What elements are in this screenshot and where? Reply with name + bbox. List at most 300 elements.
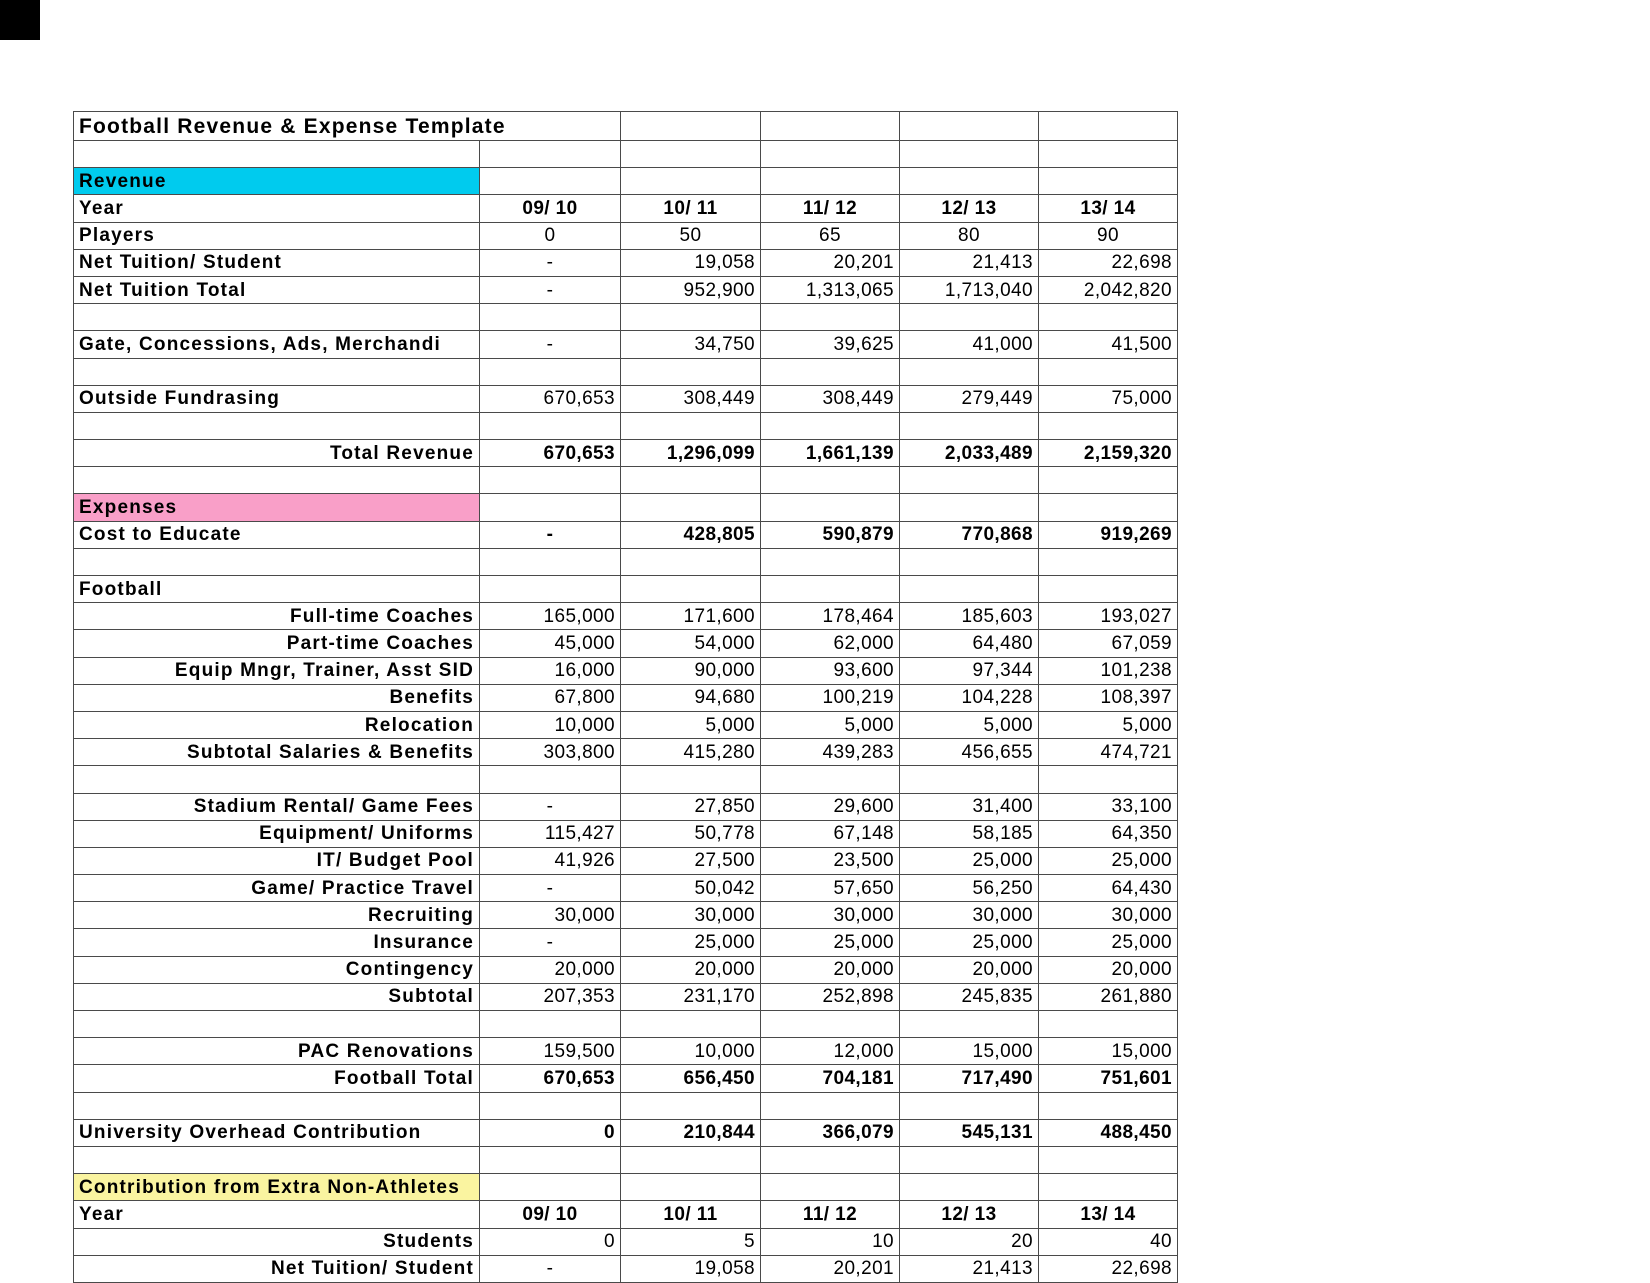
value-cell: 41,000 (900, 331, 1039, 358)
value-cell: 93,600 (761, 657, 900, 684)
value-cell: 0 (480, 1228, 621, 1255)
value-cell (621, 576, 761, 603)
value-cell: 10/ 11 (621, 195, 761, 222)
row-label-cell (74, 141, 480, 168)
value-cell: - (480, 929, 621, 956)
section-header-cell: Contribution from Extra Non-Athletes (74, 1174, 480, 1201)
value-cell: 11/ 12 (761, 1201, 900, 1228)
table-row (74, 1201, 1178, 1228)
value-cell: 30,000 (480, 902, 621, 929)
value-cell (761, 1011, 900, 1038)
value-cell (621, 358, 761, 385)
value-cell: 115,427 (480, 820, 621, 847)
value-cell: 12/ 13 (900, 195, 1039, 222)
value-cell (621, 141, 761, 168)
value-cell: 20,000 (621, 956, 761, 983)
value-cell: 20,201 (761, 249, 900, 276)
value-cell: 64,350 (1039, 820, 1178, 847)
row-label-cell: Subtotal (74, 983, 480, 1010)
value-cell: 670,653 (480, 440, 621, 467)
value-cell: 22,698 (1039, 249, 1178, 276)
value-cell: - (480, 249, 621, 276)
row-label-cell: Equip Mngr, Trainer, Asst SID (74, 657, 480, 684)
table-row (74, 1038, 1178, 1065)
value-cell: 10 (761, 1228, 900, 1255)
value-cell: 33,100 (1039, 793, 1178, 820)
value-cell: 64,430 (1039, 875, 1178, 902)
row-label-cell: Year (74, 1201, 480, 1228)
value-cell: - (480, 875, 621, 902)
value-cell: 2,033,489 (900, 440, 1039, 467)
value-cell: 30,000 (761, 902, 900, 929)
value-cell (761, 1146, 900, 1173)
row-label-cell (74, 1092, 480, 1119)
blank-row (74, 766, 1178, 793)
table-row (74, 440, 1178, 467)
row-label-cell: Full-time Coaches (74, 603, 480, 630)
value-cell: 308,449 (621, 385, 761, 412)
table-row (74, 793, 1178, 820)
value-cell: - (480, 276, 621, 303)
value-cell (1039, 112, 1178, 141)
table-row (74, 222, 1178, 249)
value-cell: 303,800 (480, 739, 621, 766)
value-cell: 75,000 (1039, 385, 1178, 412)
value-cell: 80 (900, 222, 1039, 249)
value-cell (761, 141, 900, 168)
value-cell: 428,805 (621, 521, 761, 548)
value-cell (900, 358, 1039, 385)
value-cell: 25,000 (900, 847, 1039, 874)
value-cell: 5,000 (761, 711, 900, 738)
value-cell: 41,926 (480, 847, 621, 874)
value-cell: 57,650 (761, 875, 900, 902)
blank-row (74, 548, 1178, 575)
value-cell (621, 112, 761, 141)
value-cell (1039, 548, 1178, 575)
value-cell (761, 168, 900, 195)
value-cell: 1,296,099 (621, 440, 761, 467)
value-cell: 10/ 11 (621, 1201, 761, 1228)
value-cell: 21,413 (900, 1255, 1039, 1282)
value-cell: 456,655 (900, 739, 1039, 766)
value-cell: 279,449 (900, 385, 1039, 412)
value-cell (1039, 1011, 1178, 1038)
value-cell (621, 168, 761, 195)
value-cell (480, 467, 621, 494)
value-cell (621, 1092, 761, 1119)
value-cell: 21,413 (900, 249, 1039, 276)
row-label-cell: Football (74, 576, 480, 603)
blank-row (74, 412, 1178, 439)
table-row (74, 168, 1178, 195)
value-cell: 09/ 10 (480, 1201, 621, 1228)
value-cell: 670,653 (480, 385, 621, 412)
value-cell: 25,000 (900, 929, 1039, 956)
value-cell: 30,000 (900, 902, 1039, 929)
row-label-cell: Cost to Educate (74, 521, 480, 548)
value-cell: 770,868 (900, 521, 1039, 548)
value-cell: 100,219 (761, 684, 900, 711)
table-row (74, 902, 1178, 929)
row-label-cell: Insurance (74, 929, 480, 956)
row-label-cell: Relocation (74, 711, 480, 738)
row-label-cell: Students (74, 1228, 480, 1255)
value-cell: 25,000 (761, 929, 900, 956)
value-cell (761, 112, 900, 141)
value-cell (480, 1174, 621, 1201)
table-row (74, 331, 1178, 358)
value-cell (900, 1146, 1039, 1173)
value-cell: 252,898 (761, 983, 900, 1010)
value-cell (480, 141, 621, 168)
row-label-cell: Benefits (74, 684, 480, 711)
table-row (74, 1255, 1178, 1282)
table-row (74, 820, 1178, 847)
table-row (74, 494, 1178, 521)
value-cell (761, 358, 900, 385)
value-cell (621, 304, 761, 331)
value-cell: 952,900 (621, 276, 761, 303)
row-label-cell: Outside Fundrasing (74, 385, 480, 412)
value-cell (1039, 766, 1178, 793)
value-cell: 5 (621, 1228, 761, 1255)
value-cell: 308,449 (761, 385, 900, 412)
value-cell: 20,000 (1039, 956, 1178, 983)
table-row (74, 195, 1178, 222)
value-cell (761, 1174, 900, 1201)
table-row (74, 956, 1178, 983)
value-cell: 25,000 (1039, 929, 1178, 956)
value-cell (900, 168, 1039, 195)
value-cell (900, 112, 1039, 141)
value-cell: 245,835 (900, 983, 1039, 1010)
spreadsheet-sheet (73, 111, 1178, 1283)
table-row (74, 112, 1178, 141)
value-cell: 31,400 (900, 793, 1039, 820)
value-cell: 207,353 (480, 983, 621, 1010)
value-cell (900, 576, 1039, 603)
row-label-cell: PAC Renovations (74, 1038, 480, 1065)
value-cell: 30,000 (621, 902, 761, 929)
value-cell (1039, 1146, 1178, 1173)
value-cell: 171,600 (621, 603, 761, 630)
value-cell (761, 304, 900, 331)
table-row (74, 276, 1178, 303)
value-cell: - (480, 1255, 621, 1282)
value-cell: 704,181 (761, 1065, 900, 1092)
value-cell: 25,000 (621, 929, 761, 956)
value-cell: 90,000 (621, 657, 761, 684)
value-cell: 159,500 (480, 1038, 621, 1065)
value-cell: 15,000 (900, 1038, 1039, 1065)
value-cell (480, 412, 621, 439)
blank-row (74, 1092, 1178, 1119)
value-cell: 488,450 (1039, 1119, 1178, 1146)
row-label-cell: IT/ Budget Pool (74, 847, 480, 874)
row-label-cell: Net Tuition/ Student (74, 249, 480, 276)
value-cell: 231,170 (621, 983, 761, 1010)
value-cell: 09/ 10 (480, 195, 621, 222)
table-row (74, 983, 1178, 1010)
blank-row (74, 1146, 1178, 1173)
value-cell (900, 494, 1039, 521)
value-cell: 439,283 (761, 739, 900, 766)
value-cell: 29,600 (761, 793, 900, 820)
value-cell: 50,042 (621, 875, 761, 902)
value-cell: 90 (1039, 222, 1178, 249)
value-cell: 20,000 (900, 956, 1039, 983)
row-label-cell (74, 1011, 480, 1038)
table-row (74, 739, 1178, 766)
value-cell (480, 576, 621, 603)
row-label-cell: Contingency (74, 956, 480, 983)
value-cell: 415,280 (621, 739, 761, 766)
value-cell (761, 766, 900, 793)
value-cell (1039, 412, 1178, 439)
value-cell: 178,464 (761, 603, 900, 630)
value-cell (761, 467, 900, 494)
row-label-cell: Part-time Coaches (74, 630, 480, 657)
value-cell: 366,079 (761, 1119, 900, 1146)
value-cell: 64,480 (900, 630, 1039, 657)
value-cell: 1,313,065 (761, 276, 900, 303)
value-cell: 20,000 (761, 956, 900, 983)
value-cell (1039, 168, 1178, 195)
value-cell (761, 412, 900, 439)
value-cell (480, 304, 621, 331)
table-row (74, 630, 1178, 657)
value-cell: - (480, 521, 621, 548)
table-row (74, 929, 1178, 956)
value-cell (900, 1174, 1039, 1201)
value-cell (480, 766, 621, 793)
blank-row (74, 141, 1178, 168)
value-cell: 210,844 (621, 1119, 761, 1146)
row-label-cell: Gate, Concessions, Ads, Merchandi (74, 331, 480, 358)
value-cell: 1,661,139 (761, 440, 900, 467)
table-row (74, 1174, 1178, 1201)
value-cell: 20 (900, 1228, 1039, 1255)
value-cell: 104,228 (900, 684, 1039, 711)
blank-row (74, 1011, 1178, 1038)
row-label-cell (74, 1146, 480, 1173)
value-cell: 12,000 (761, 1038, 900, 1065)
value-cell: 5,000 (1039, 711, 1178, 738)
row-label-cell: Game/ Practice Travel (74, 875, 480, 902)
value-cell: 10,000 (621, 1038, 761, 1065)
value-cell (900, 548, 1039, 575)
value-cell: 62,000 (761, 630, 900, 657)
value-cell: 50 (621, 222, 761, 249)
table-body (74, 112, 1178, 1283)
row-label-cell: Stadium Rental/ Game Fees (74, 793, 480, 820)
value-cell: 12/ 13 (900, 1201, 1039, 1228)
value-cell (900, 304, 1039, 331)
value-cell (900, 141, 1039, 168)
row-label-cell: Recruiting (74, 902, 480, 929)
value-cell: 19,058 (621, 249, 761, 276)
value-cell (621, 766, 761, 793)
value-cell: 56,250 (900, 875, 1039, 902)
value-cell: 545,131 (900, 1119, 1039, 1146)
value-cell: 101,238 (1039, 657, 1178, 684)
table-row (74, 875, 1178, 902)
spreadsheet-table (73, 111, 1178, 1283)
table-row (74, 521, 1178, 548)
value-cell: 13/ 14 (1039, 1201, 1178, 1228)
value-cell: 15,000 (1039, 1038, 1178, 1065)
value-cell: 22,698 (1039, 1255, 1178, 1282)
value-cell (480, 1146, 621, 1173)
value-cell (761, 576, 900, 603)
value-cell: 13/ 14 (1039, 195, 1178, 222)
row-label-cell: Net Tuition/ Student (74, 1255, 480, 1282)
row-label-cell (74, 304, 480, 331)
value-cell: 41,500 (1039, 331, 1178, 358)
value-cell (1039, 467, 1178, 494)
row-label-cell: University Overhead Contribution (74, 1119, 480, 1146)
value-cell: 717,490 (900, 1065, 1039, 1092)
value-cell: 108,397 (1039, 684, 1178, 711)
table-row (74, 711, 1178, 738)
value-cell (621, 1174, 761, 1201)
value-cell (621, 412, 761, 439)
value-cell: 0 (480, 1119, 621, 1146)
value-cell (761, 548, 900, 575)
blank-row (74, 467, 1178, 494)
value-cell: 10,000 (480, 711, 621, 738)
value-cell: - (480, 331, 621, 358)
value-cell: 54,000 (621, 630, 761, 657)
section-header-cell: Expenses (74, 494, 480, 521)
row-label-cell: Players (74, 222, 480, 249)
value-cell (761, 1092, 900, 1119)
table-row (74, 576, 1178, 603)
value-cell (1039, 494, 1178, 521)
value-cell: 185,603 (900, 603, 1039, 630)
value-cell: 23,500 (761, 847, 900, 874)
value-cell: 30,000 (1039, 902, 1178, 929)
value-cell: 2,159,320 (1039, 440, 1178, 467)
value-cell: 2,042,820 (1039, 276, 1178, 303)
value-cell (1039, 304, 1178, 331)
value-cell: 27,850 (621, 793, 761, 820)
value-cell: 25,000 (1039, 847, 1178, 874)
value-cell (1039, 576, 1178, 603)
table-row (74, 603, 1178, 630)
value-cell: 474,721 (1039, 739, 1178, 766)
scan-corner-black-square (0, 0, 40, 40)
row-label-cell: Equipment/ Uniforms (74, 820, 480, 847)
value-cell (900, 412, 1039, 439)
value-cell (1039, 1092, 1178, 1119)
value-cell: 656,450 (621, 1065, 761, 1092)
row-label-cell (74, 766, 480, 793)
value-cell: 1,713,040 (900, 276, 1039, 303)
blank-row (74, 304, 1178, 331)
value-cell (621, 1146, 761, 1173)
value-cell (621, 467, 761, 494)
value-cell (761, 494, 900, 521)
row-label-cell: Total Revenue (74, 440, 480, 467)
section-header-cell: Revenue (74, 168, 480, 195)
value-cell: 16,000 (480, 657, 621, 684)
value-cell: 11/ 12 (761, 195, 900, 222)
row-label-cell: Subtotal Salaries & Benefits (74, 739, 480, 766)
row-label-cell: Football Total (74, 1065, 480, 1092)
table-row (74, 1065, 1178, 1092)
table-row (74, 847, 1178, 874)
value-cell (900, 467, 1039, 494)
value-cell (900, 766, 1039, 793)
value-cell: 5,000 (900, 711, 1039, 738)
value-cell: 58,185 (900, 820, 1039, 847)
blank-row (74, 358, 1178, 385)
value-cell: 0 (480, 222, 621, 249)
value-cell: 919,269 (1039, 521, 1178, 548)
value-cell: 20,201 (761, 1255, 900, 1282)
value-cell: 40 (1039, 1228, 1178, 1255)
value-cell: 5,000 (621, 711, 761, 738)
value-cell: 39,625 (761, 331, 900, 358)
sheet-title-cell: Football Revenue & Expense Template (74, 112, 621, 141)
value-cell (1039, 141, 1178, 168)
value-cell: 45,000 (480, 630, 621, 657)
value-cell (480, 1011, 621, 1038)
value-cell: 50,778 (621, 820, 761, 847)
value-cell: 19,058 (621, 1255, 761, 1282)
row-label-cell (74, 467, 480, 494)
value-cell: 97,344 (900, 657, 1039, 684)
value-cell (900, 1092, 1039, 1119)
value-cell (621, 494, 761, 521)
value-cell: 165,000 (480, 603, 621, 630)
table-row (74, 249, 1178, 276)
value-cell (480, 1092, 621, 1119)
value-cell: 67,800 (480, 684, 621, 711)
row-label-cell (74, 412, 480, 439)
row-label-cell (74, 548, 480, 575)
value-cell: 193,027 (1039, 603, 1178, 630)
value-cell: 670,653 (480, 1065, 621, 1092)
value-cell: 590,879 (761, 521, 900, 548)
table-row (74, 684, 1178, 711)
value-cell (1039, 358, 1178, 385)
value-cell: - (480, 793, 621, 820)
value-cell (480, 358, 621, 385)
value-cell: 67,148 (761, 820, 900, 847)
value-cell (480, 548, 621, 575)
value-cell: 65 (761, 222, 900, 249)
value-cell: 34,750 (621, 331, 761, 358)
value-cell: 27,500 (621, 847, 761, 874)
value-cell: 751,601 (1039, 1065, 1178, 1092)
table-row (74, 385, 1178, 412)
row-label-cell (74, 358, 480, 385)
value-cell (900, 1011, 1039, 1038)
value-cell (480, 494, 621, 521)
value-cell: 94,680 (621, 684, 761, 711)
value-cell (1039, 1174, 1178, 1201)
table-row (74, 657, 1178, 684)
table-row (74, 1119, 1178, 1146)
value-cell: 261,880 (1039, 983, 1178, 1010)
value-cell (621, 548, 761, 575)
table-row (74, 1228, 1178, 1255)
value-cell: 20,000 (480, 956, 621, 983)
value-cell (621, 1011, 761, 1038)
